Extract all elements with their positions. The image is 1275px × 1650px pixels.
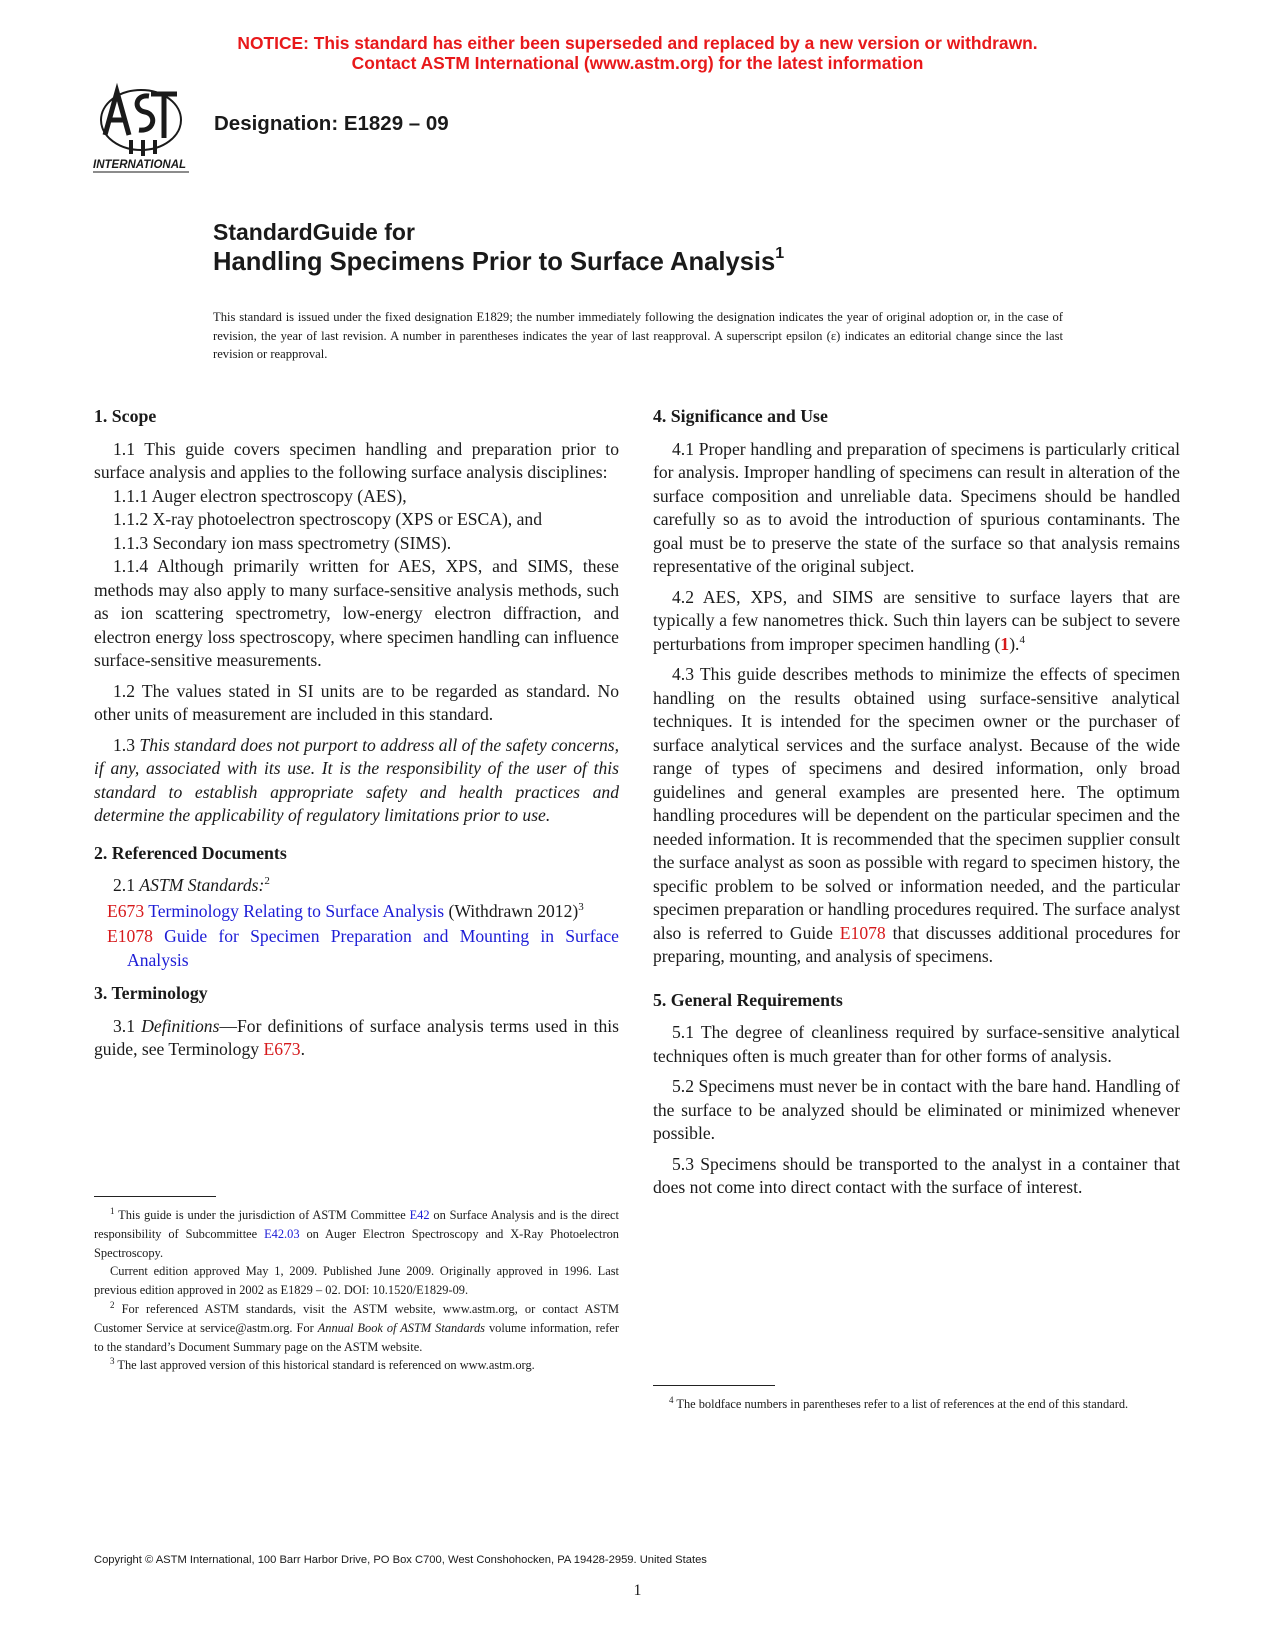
reference-1-link[interactable]: 1 (1000, 633, 1010, 654)
para-1-3: 1.3 This standard does not purport to address all of the safety concerns, if any, associated with its use. It is the responsibility of the user of this standard to establish appropriate safety and health practices and determine the applicability of regulatory limitations prior to use. (94, 734, 619, 825)
para-5-2: 5.2 Specimens must never be in contact with the bare hand. Handling of the surface to be analyzed should be eliminated or minimized whenever possible. (653, 1076, 1180, 1143)
title-block (213, 218, 784, 278)
para-1-1-4: 1.1.4 Although primarily written for AES, XPS, and SIMS, these methods may also apply to many surface-sensitive analysis methods, such as ion scattering spectrometry, low-energy electron diffraction, and electron energy loss spectroscopy, where specimen handling can influence surface-sensitive measurements. (94, 556, 619, 670)
para-2-1: 2.1 ASTM Standards:$^2$ (113, 875, 270, 895)
ref-e673-title-link[interactable]: Terminology Relating to Surface Analysis (148, 900, 445, 921)
para-4-1: 4.1 Proper handling and preparation of specimens is particularly critical for analysis. Improper handling of specimens can result in alteration of the surface composition and unreliable data. Specimens should be handled carefully so as to avoid the introduction of spurious contaminants. The goal must be to preserve the state of the surface so that analysis remains representative of the original subject. (653, 438, 1180, 576)
footnote-1: $^1$ This guide is under the jurisdiction of ASTM Committee E42 on Surface Analysis and is the direct responsibility of Subcommittee E42.03 on Auger Electron Spectroscopy and X-Ray Photoelectron Spectroscopy. (94, 1205, 619, 1260)
para-5-1: 5.1 The degree of cleanliness required by surface-sensitive analytical techniques often is much greater than for other forms of analysis. (653, 1022, 1180, 1066)
footnote-2: $^2$ For referenced ASTM standards, visit the ASTM website, www.astm.org, or contact ASTM Customer Service at service@astm.org. For Annual Book of ASTM Standards volume information, refer to the standard’s Document Summary page on the ASTM website. (94, 1299, 619, 1354)
section-general-heading: 5. General Requirements (653, 989, 843, 1010)
footnote-3: $^3$ The last approved version of this historical standard is referenced on www.astm.org. (110, 1356, 535, 1373)
title-line-2 (213, 246, 784, 278)
section-significance-heading: 4. Significance and Use (653, 406, 828, 426)
page-number: 1 (633, 1582, 642, 1599)
para-4-3: 4.3 This guide describes methods to minimize the effects of specimen handling on the results obtained using surface-sensitive analytical techniques. It is intended for the specimen owner or the purchaser of surface analytical services and the surface analyst. Because of the wide range of types of specimens and desired information, only broad guidelines and general examples are presented here. The optimum handling procedures will be dependent on the particular specimen and the needed information. It is recommended that the specimen supplier consult the surface analyst as soon as possible with regard to specimen history, the specific problem to be solved or information needed, and the particular specimen preparation or handling procedures required. The surface analyst also is referred to Guide E1078 that discusses additional procedures for preparing, mounting, and analysis of specimens. (653, 664, 1180, 966)
left-column (94, 405, 619, 1062)
para-1-1: 1.1 This guide covers specimen handling and preparation prior to surface analysis and applies to the following surface analysis disciplines: (94, 438, 619, 482)
notice-line-2: Contact ASTM International (www.astm.org) for the latest information (351, 53, 924, 73)
footnote-rule-left (94, 1196, 216, 1197)
para-1-1-3: 1.1.3 Secondary ion mass spectrometry (SIMS). (113, 532, 452, 553)
safety-statement: This standard does not purport to address all of the safety concerns, if any, associated with its use. It is the responsibility of the user of this standard to establish appropriate safety and health practices and determine the applicability of regulatory limitations prior to use. (94, 734, 619, 825)
title-text: Handling Specimens Prior to Surface Analysis (213, 248, 776, 276)
title-footnote-mark: 1 (775, 245, 785, 263)
section-referenced-heading: 2. Referenced Documents (94, 842, 287, 863)
footnote-rule-right (653, 1385, 775, 1386)
logo-text: INTERNATIONAL (93, 159, 187, 171)
ref-e1078-code-link[interactable]: E1078 (107, 926, 153, 946)
reference-e1078 (94, 925, 619, 972)
designation: Designation: E1829 – 09 (214, 112, 449, 135)
reference-e673: E673 Terminology Relating to Surface Analysis (Withdrawn 2012)$^3$ (107, 900, 584, 921)
footnotes-right (653, 1395, 1180, 1414)
notice-line-1: NOTICE: This standard has either been superseded and replaced by a new version or withdrawn. (237, 33, 1038, 53)
ref-e1078-title-link[interactable]: Guide for Specimen Preparation and Mounting in Surface Analysis (127, 926, 619, 970)
section-scope-heading: 1. Scope (94, 406, 157, 426)
para-1-2: 1.2 The values stated in SI units are to be regarded as standard. No other units of measurement are included in this standard. (94, 680, 619, 724)
title-line-1: StandardGuide for (213, 219, 415, 245)
section-terminology-heading: 3. Terminology (94, 983, 208, 1003)
guide-e1078-link[interactable]: E1078 (839, 922, 886, 943)
ref-e673-code-link[interactable]: E673 (107, 900, 145, 921)
right-column (653, 405, 1180, 1200)
footnote-4: $^4$ The boldface numbers in parentheses refer to a list of references at the end of this standard. (669, 1394, 1129, 1411)
para-1-1-1: 1.1.1 Auger electron spectroscopy (AES), (113, 485, 407, 506)
astm-logo-icon (91, 80, 197, 176)
footnote-1-edition: Current edition approved May 1, 2009. Published June 2009. Originally approved in 1996. Last previous edition approved in 2002 as E1829 – 02. DOI: 10.1520/E1829-09. (94, 1264, 619, 1298)
astm-logo (91, 80, 197, 176)
footnotes-left (94, 1206, 619, 1375)
para-4-2: 4.2 AES, XPS, and SIMS are sensitive to surface layers that are typically a few nanometres thick. Such thin layers can be subject to severe perturbations from improper specimen handling (1).$^4$ (653, 586, 1180, 654)
para-5-3: 5.3 Specimens should be transported to the analyst in a container that does not come into direct contact with the surface of interest. (653, 1153, 1180, 1197)
notice-banner (0, 33, 1275, 73)
issuance-statement: This standard is issued under the fixed designation E1829; the number immediately following the designation indicates the year of original adoption or, in the case of revision, the year of last revision. A number in parentheses indicates the year of last reapproval. A superscript epsilon (ε) indicates an editorial change since the last revision or reapproval. (213, 310, 1063, 361)
fn-e42-03-link[interactable]: E42.03 (264, 1226, 300, 1241)
terminology-e673-link[interactable]: E673 (263, 1039, 301, 1059)
para-3-1: 3.1 Definitions—For definitions of surface analysis terms used in this guide, see Terminology E673. (94, 1015, 619, 1059)
copyright-line: Copyright © ASTM International, 100 Barr Harbor Drive, PO Box C700, West Conshohocken, PA 19428-2959. United States (94, 1554, 707, 1566)
fn-e42-link[interactable]: E42 (409, 1208, 430, 1222)
para-1-1-2: 1.1.2 X-ray photoelectron spectroscopy (XPS or ESCA), and (113, 509, 543, 529)
